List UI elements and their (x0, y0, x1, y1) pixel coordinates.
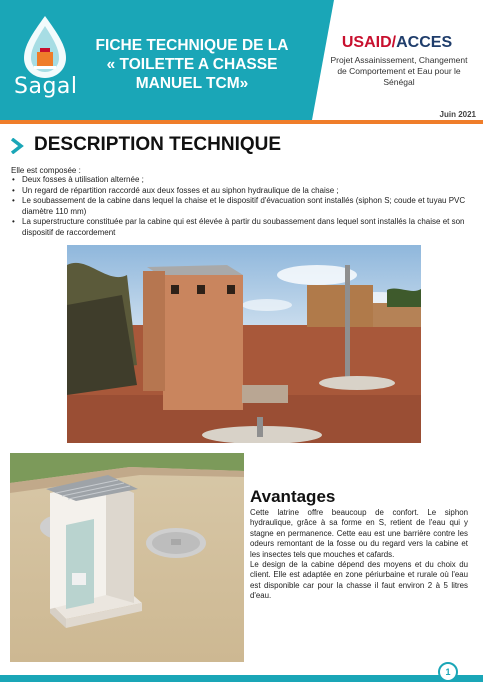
title-line: MANUEL TCM» (135, 75, 249, 92)
list-item: • Un regard de répartition raccordé aux deux fosses et au siphon hydraulique de la chaise ; (11, 186, 473, 197)
section-intro: Elle est composée : (11, 166, 81, 175)
title-line: « TOILETTE A CHASSE (106, 56, 278, 73)
footer-band (0, 675, 483, 682)
org-separator: / (391, 34, 397, 51)
advantages-paragraph: Cette latrine offre beaucoup de confort. Le siphon hydraulique, grâce à sa forme en S, retient de l'eau qui y stagne en permanence. Cette eau est une barrière contre les odeurs remontant de la fosse ou du regard vers la cabine et les insectes tels que mouches et cafards. (250, 508, 468, 559)
advantages-title: Avantages (250, 487, 336, 506)
header (0, 0, 483, 126)
header-divider (0, 120, 483, 124)
section-title: DESCRIPTION TECHNIQUE (34, 134, 282, 155)
document-title (86, 36, 298, 93)
list-item: • Le soubassement de la cabine dans lequel la chaise et le dispositif d'évacuation sont installés (siphon S; coude et tuyau PVC diamètre 110 mm) (11, 196, 473, 217)
title-line: FICHE TECHNIQUE DE LA (95, 37, 289, 54)
advantages-paragraph: Le design de la cabine dépend des moyens et du choix du client. Elle est adaptée en zone périurbaine et rurale où l'eau est disponible car pour la chasse il faut environ 2 à 5 litres d'eau. (250, 560, 468, 601)
usaid-label: USAID (341, 34, 392, 51)
publication-date: Juin 2021 (439, 110, 476, 119)
section-heading (10, 134, 310, 158)
list-item: • La superstructure constituée par la cabine qui est élevée à partir du soubassement dans lequel sont installés la chaise et son dispositif de raccordement (11, 217, 473, 238)
acces-label: ACCES (396, 34, 453, 51)
chevron-right-icon (10, 138, 24, 154)
logo-text: Sagal (14, 74, 78, 99)
page-number: 1 (438, 662, 458, 682)
latrine-photo (67, 245, 421, 443)
advantages-text (250, 508, 468, 602)
org-name (322, 34, 472, 52)
component-list (11, 175, 473, 238)
latrine-3d-render (10, 453, 244, 662)
project-name: Projet Assainissement, Changement de Comportement et Eau pour le Sénégal (330, 55, 468, 87)
list-item: • Deux fosses à utilisation alternée ; (11, 175, 473, 186)
